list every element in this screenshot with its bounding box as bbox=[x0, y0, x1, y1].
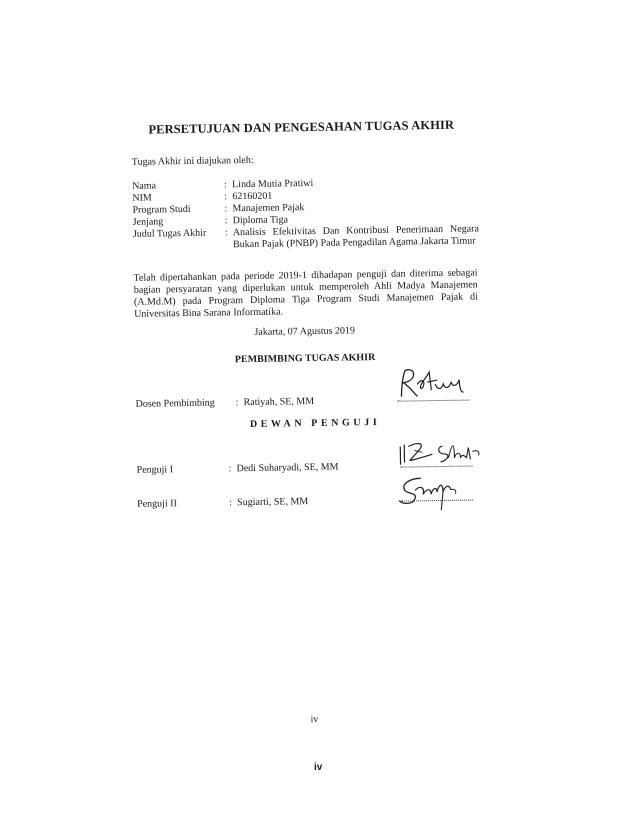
dewan-heading: DEWAN PENGUJI bbox=[249, 416, 381, 431]
pembimbing-name: Ratiyah, SE, MM bbox=[243, 395, 315, 409]
field-colon: : bbox=[228, 463, 232, 475]
document-title: PERSETUJUAN DAN PENGESAHAN TUGAS AKHIR bbox=[148, 117, 455, 137]
signature-penguji-2-icon bbox=[395, 469, 476, 514]
field-colon: : bbox=[224, 179, 228, 191]
penguji-name: Sugiarti, SE, MM bbox=[237, 496, 309, 509]
page-number: iv bbox=[310, 713, 319, 726]
field-colon: : bbox=[224, 215, 228, 227]
field-label: Nama bbox=[132, 180, 157, 192]
field-label: Program Studi bbox=[132, 203, 191, 216]
field-label: NIM bbox=[132, 192, 152, 204]
field-label: Jenjang bbox=[132, 216, 164, 228]
approval-statement: Telah dipertahankan pada periode 2019-1 dihadapan penguji dan diterima sebagai bagian persyaratan yang diperlukan untuk memperoleh Ahli Madya Manajemen (A.Md.M) pada Program Diploma Tiga Program Studi Manajemen Pajak di Universitas Bina Sarana Informatika. bbox=[133, 267, 479, 320]
field-value: Linda Mutia Pratiwi bbox=[232, 177, 314, 191]
field-colon: : bbox=[235, 397, 239, 409]
field-value: Manajemen Pajak bbox=[232, 202, 305, 215]
field-colon: : bbox=[224, 191, 228, 203]
place-date: Jakarta, 07 Agustus 2019 bbox=[254, 325, 356, 338]
scanned-sheet bbox=[123, 97, 505, 763]
penguji-name: Dedi Suharyadi, SE, MM bbox=[236, 461, 339, 475]
pembimbing-heading: PEMBIMBING TUGAS AKHIR bbox=[234, 352, 376, 366]
signature-penguji-1-icon bbox=[396, 437, 487, 472]
penguji-role: Penguji II bbox=[137, 498, 177, 510]
field-colon: : bbox=[229, 497, 233, 509]
field-value: 62160201 bbox=[232, 190, 273, 203]
field-value: Analisis Efektivitas Dan Kontribusi Penerimaan Negara Bukan Pajak (PNBP) Pada Pengadilan Agama Jakarta Timur bbox=[232, 223, 479, 251]
field-colon: : bbox=[224, 203, 228, 215]
signature-pembimbing-icon bbox=[397, 365, 474, 400]
intro-text: Tugas Akhir ini diajukan oleh: bbox=[131, 154, 254, 168]
field-value: Diploma Tiga bbox=[232, 214, 289, 227]
pembimbing-role: Dosen Pembimbing bbox=[135, 397, 215, 410]
penguji-role: Penguji I bbox=[136, 464, 174, 476]
field-label: Judul Tugas Akhir bbox=[132, 227, 207, 240]
footer-page-number: iv bbox=[314, 762, 323, 773]
field-colon: : bbox=[224, 227, 228, 239]
